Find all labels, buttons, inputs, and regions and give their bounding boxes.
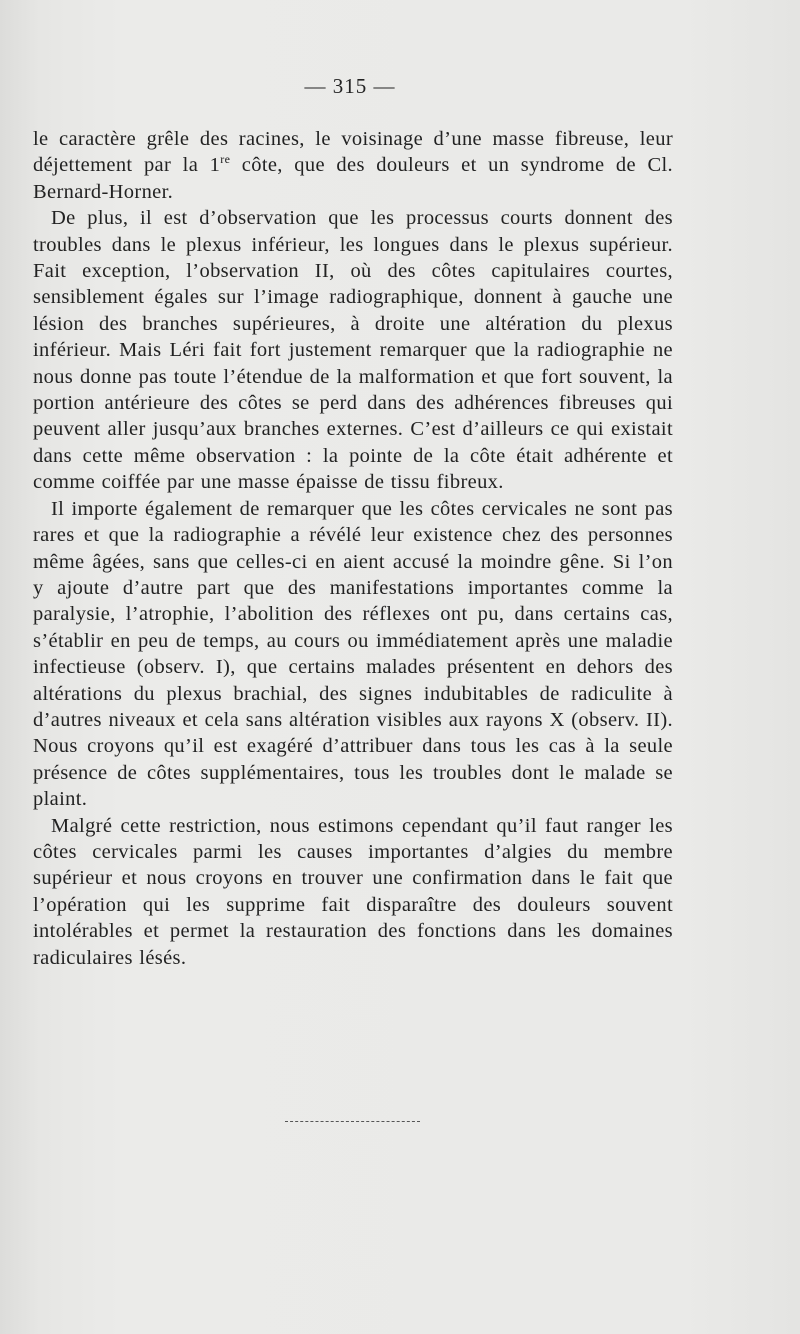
paragraph-1 xyxy=(33,126,673,205)
main-text xyxy=(33,126,673,971)
page-number: — 315 — xyxy=(304,74,396,98)
end-rule-divider xyxy=(285,1121,420,1122)
paragraph-1-text-b: côte, que des douleurs et un syndrome de Cl. Bernard-Horner. xyxy=(33,154,674,203)
paragraph-1-text-a: le caractère grêle des racines, le voisinage d’une masse fibreuse, leur déjettement par la 1 xyxy=(33,128,673,177)
paragraph-2: De plus, il est d’observation que les processus courts donnent des troubles dans le plexus inférieur, les longues dans le plexus supérieur. Fait exception, l’observation II, où des côtes capitulaires courtes, sensiblement égales sur l’image radiographique, donnent à gauche une lésion des branches supérieures, à droite une altération du plexus inférieur. Mais Léri fait fort justement remarquer que la radiographie ne nous donne pas toute l’étendue de la malformation et que fort souvent, la portion antérieure des côtes se perd dans des adhérences fibreuses qui peuvent aller jusqu’aux branches externes. C’est d’ailleurs ce qui existait dans cette même observation : la pointe de la côte était adhérente et comme coiffée par une masse épaisse de tissu fibreux. xyxy=(33,207,673,494)
superscript: re xyxy=(220,152,231,167)
paragraph-3: Il importe également de remarquer que les côtes cervicales ne sont pas rares et que la radiographie a révélé leur existence chez des personnes même âgées, sans que celles-ci en aient accusé la moindre gêne. Si l’on y ajoute d’autre part que des manifestations importantes comme la paralysie, l’atrophie, l’abolition des réflexes ont pu, dans certains cas, s’établir en peu de temps, au cours ou immédiatement après une maladie infectieuse (observ. I), que certains malades présentent en dehors des altérations du plexus brachial, des signes indubitables de radiculite à d’autres niveaux et cela sans altération visibles aux rayons X (observ. II). Nous croyons qu’il est exagéré d’attribuer dans tous les cas à la seule présence de côtes supplémentaires, tous les troubles dont le malade se plaint. xyxy=(33,497,673,811)
paragraph-4: Malgré cette restriction, nous estimons cependant qu’il faut ranger les côtes cervicales parmi les causes importantes d’algies du membre supérieur et nous croyons en trouver une confirmation dans le fait que l’opération qui les supprime fait disparaître des douleurs souvent intolérables et permet la restauration des fonctions dans les domaines radiculaires lésés. xyxy=(33,814,673,969)
